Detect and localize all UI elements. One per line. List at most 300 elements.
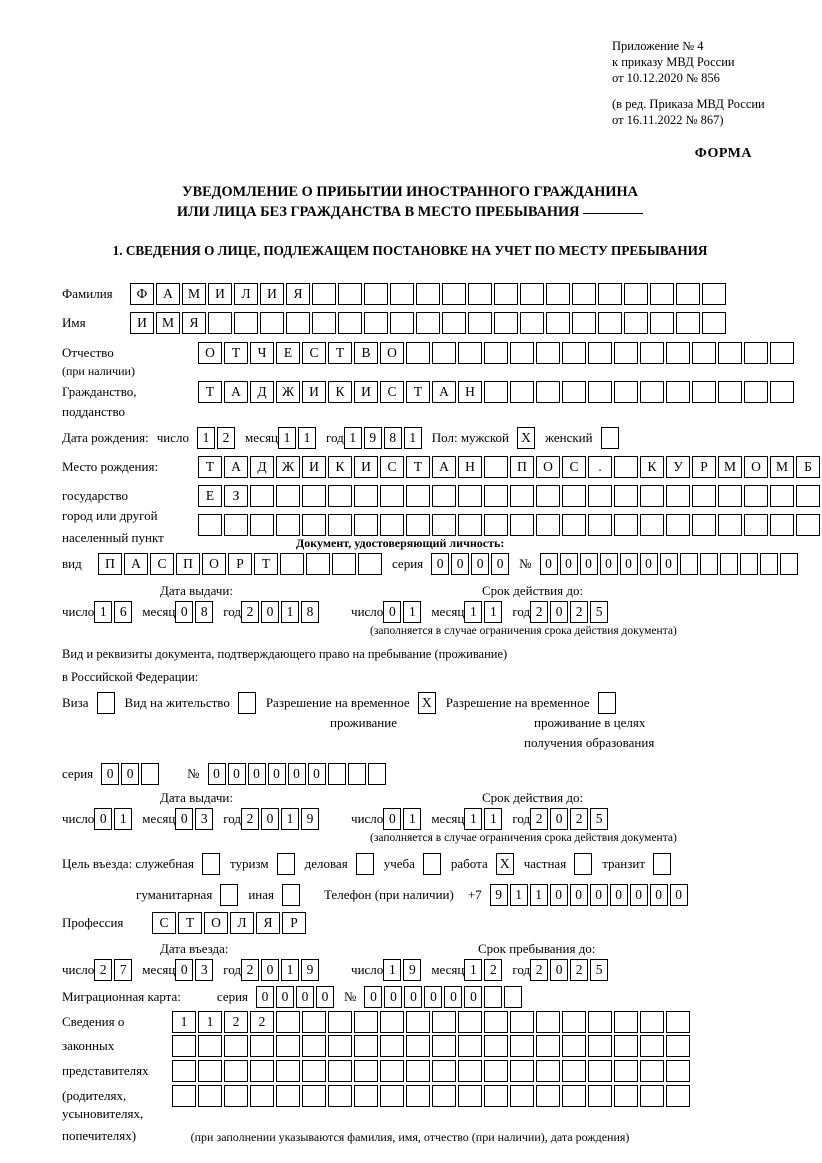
form-cell[interactable] <box>348 763 366 785</box>
input-issue-month[interactable] <box>175 601 215 623</box>
form-cell[interactable] <box>328 763 346 785</box>
form-cell[interactable] <box>598 283 622 305</box>
form-cell[interactable] <box>796 514 820 536</box>
form-cell[interactable] <box>494 312 518 334</box>
form-cell[interactable] <box>614 381 638 403</box>
form-cell[interactable]: 0 <box>444 986 462 1008</box>
form-cell[interactable] <box>562 1035 586 1057</box>
form-cell[interactable]: 3 <box>195 808 213 830</box>
form-cell[interactable] <box>536 1060 560 1082</box>
form-cell[interactable]: 1 <box>403 601 421 623</box>
input-birth-day[interactable] <box>197 427 237 449</box>
form-cell[interactable] <box>666 1035 690 1057</box>
form-cell[interactable]: Ж <box>276 381 300 403</box>
form-cell[interactable]: 1 <box>94 601 112 623</box>
form-cell[interactable]: Т <box>224 342 248 364</box>
form-cell[interactable] <box>510 514 534 536</box>
form-cell[interactable] <box>224 1085 248 1107</box>
form-cell[interactable] <box>572 312 596 334</box>
form-cell[interactable] <box>624 283 648 305</box>
form-cell[interactable]: С <box>152 912 176 934</box>
form-cell[interactable]: 0 <box>276 986 294 1008</box>
form-cell[interactable] <box>666 485 690 507</box>
form-cell[interactable]: Я <box>256 912 280 934</box>
form-cell[interactable] <box>198 1085 222 1107</box>
checkbox-purpose-humanitarian[interactable] <box>220 884 240 906</box>
input-valid-year[interactable] <box>530 601 610 623</box>
form-cell[interactable]: И <box>354 456 378 478</box>
input-stay-year[interactable] <box>530 959 610 981</box>
form-cell[interactable]: 0 <box>288 763 306 785</box>
form-cell[interactable]: 0 <box>261 959 279 981</box>
form-cell[interactable] <box>141 763 159 785</box>
form-cell[interactable] <box>588 1060 612 1082</box>
checkbox-purpose-tourism[interactable] <box>277 853 297 875</box>
input-perm-issue-year[interactable] <box>241 808 321 830</box>
form-cell[interactable]: И <box>354 381 378 403</box>
form-cell[interactable] <box>484 1060 508 1082</box>
form-cell[interactable] <box>328 1035 352 1057</box>
form-cell[interactable] <box>250 1085 274 1107</box>
form-cell[interactable] <box>432 342 456 364</box>
form-cell[interactable]: 0 <box>256 986 274 1008</box>
form-cell[interactable]: Д <box>250 381 274 403</box>
form-cell[interactable] <box>692 342 716 364</box>
input-entry-year[interactable] <box>241 959 321 981</box>
form-cell[interactable] <box>302 1060 326 1082</box>
form-cell[interactable] <box>276 514 300 536</box>
form-cell[interactable]: О <box>202 553 226 575</box>
form-cell[interactable] <box>358 553 382 575</box>
form-cell[interactable]: 0 <box>228 763 246 785</box>
form-cell[interactable] <box>562 1060 586 1082</box>
form-cell[interactable] <box>536 1011 560 1033</box>
form-cell[interactable]: Р <box>282 912 306 934</box>
form-cell[interactable] <box>702 312 726 334</box>
form-cell[interactable] <box>510 381 534 403</box>
form-cell[interactable] <box>640 485 664 507</box>
form-cell[interactable] <box>416 312 440 334</box>
form-cell[interactable] <box>614 1060 638 1082</box>
form-cell[interactable] <box>282 884 300 906</box>
form-cell[interactable]: 0 <box>316 986 334 1008</box>
form-cell[interactable] <box>614 514 638 536</box>
input-birth-month[interactable] <box>278 427 318 449</box>
form-cell[interactable] <box>484 514 508 536</box>
form-cell[interactable]: 0 <box>261 808 279 830</box>
input-valid-day[interactable] <box>383 601 423 623</box>
form-cell[interactable] <box>484 381 508 403</box>
form-cell[interactable]: 0 <box>94 808 112 830</box>
form-cell[interactable]: 1 <box>298 427 316 449</box>
form-cell[interactable] <box>238 692 256 714</box>
form-cell[interactable] <box>666 514 690 536</box>
input-patronymic[interactable] <box>198 342 796 364</box>
form-cell[interactable]: 2 <box>570 808 588 830</box>
form-cell[interactable] <box>364 283 388 305</box>
form-cell[interactable]: 0 <box>540 553 558 575</box>
form-cell[interactable]: 0 <box>308 763 326 785</box>
form-cell[interactable] <box>510 485 534 507</box>
form-cell[interactable] <box>302 1035 326 1057</box>
form-cell[interactable]: 5 <box>590 601 608 623</box>
form-cell[interactable] <box>442 283 466 305</box>
form-cell[interactable] <box>588 381 612 403</box>
input-perm-valid-year[interactable] <box>530 808 610 830</box>
form-cell[interactable] <box>354 1085 378 1107</box>
form-cell[interactable] <box>536 485 560 507</box>
form-cell[interactable]: А <box>432 381 456 403</box>
form-cell[interactable] <box>172 1035 196 1057</box>
form-cell[interactable] <box>796 485 820 507</box>
form-cell[interactable]: К <box>328 456 352 478</box>
form-cell[interactable] <box>302 514 326 536</box>
form-cell[interactable]: А <box>124 553 148 575</box>
input-legal-line-4[interactable] <box>172 1085 692 1107</box>
form-cell[interactable] <box>442 312 466 334</box>
form-cell[interactable]: 1 <box>510 884 528 906</box>
form-cell[interactable]: 2 <box>224 1011 248 1033</box>
form-cell[interactable] <box>624 312 648 334</box>
form-cell[interactable] <box>760 553 778 575</box>
form-cell[interactable] <box>562 485 586 507</box>
form-cell[interactable] <box>614 1085 638 1107</box>
form-cell[interactable] <box>536 1085 560 1107</box>
form-cell[interactable] <box>536 1035 560 1057</box>
form-cell[interactable]: 2 <box>241 601 259 623</box>
checkbox-sex-male[interactable] <box>517 427 537 449</box>
form-cell[interactable]: 1 <box>383 959 401 981</box>
form-cell[interactable] <box>432 1085 456 1107</box>
form-cell[interactable] <box>432 514 456 536</box>
form-cell[interactable] <box>380 1085 404 1107</box>
input-entry-day[interactable] <box>94 959 134 981</box>
form-cell[interactable] <box>458 514 482 536</box>
form-cell[interactable] <box>406 342 430 364</box>
form-cell[interactable]: И <box>260 283 284 305</box>
form-cell[interactable]: М <box>770 456 794 478</box>
form-cell[interactable]: З <box>224 485 248 507</box>
form-cell[interactable]: 0 <box>268 763 286 785</box>
form-cell[interactable]: 1 <box>404 427 422 449</box>
form-cell[interactable]: 0 <box>101 763 119 785</box>
form-cell[interactable] <box>250 485 274 507</box>
form-cell[interactable]: С <box>562 456 586 478</box>
form-cell[interactable]: 7 <box>114 959 132 981</box>
form-cell[interactable]: 0 <box>550 808 568 830</box>
form-cell[interactable]: К <box>328 381 352 403</box>
form-cell[interactable]: 0 <box>208 763 226 785</box>
form-cell[interactable] <box>338 283 362 305</box>
form-cell[interactable] <box>280 553 304 575</box>
form-cell[interactable] <box>423 853 441 875</box>
form-cell[interactable] <box>536 381 560 403</box>
form-cell[interactable] <box>692 381 716 403</box>
form-cell[interactable]: . <box>588 456 612 478</box>
form-cell[interactable] <box>780 553 798 575</box>
form-cell[interactable]: С <box>150 553 174 575</box>
form-cell[interactable] <box>640 1035 664 1057</box>
input-mig-number[interactable] <box>364 986 524 1008</box>
form-cell[interactable] <box>562 514 586 536</box>
form-cell[interactable]: 2 <box>570 959 588 981</box>
form-cell[interactable]: 1 <box>281 808 299 830</box>
form-cell[interactable] <box>432 1011 456 1033</box>
form-cell[interactable] <box>520 312 544 334</box>
form-cell[interactable] <box>718 514 742 536</box>
input-entry-month[interactable] <box>175 959 215 981</box>
form-cell[interactable]: 0 <box>296 986 314 1008</box>
form-cell[interactable] <box>666 381 690 403</box>
form-cell[interactable] <box>198 514 222 536</box>
form-cell[interactable]: 0 <box>383 601 401 623</box>
form-cell[interactable] <box>234 312 258 334</box>
checkbox-purpose-work[interactable] <box>496 853 516 875</box>
form-cell[interactable]: К <box>640 456 664 478</box>
form-cell[interactable]: X <box>418 692 436 714</box>
form-cell[interactable] <box>356 853 374 875</box>
form-cell[interactable] <box>198 1060 222 1082</box>
form-cell[interactable]: 2 <box>530 808 548 830</box>
input-birth-year[interactable] <box>344 427 424 449</box>
form-cell[interactable]: 0 <box>175 808 193 830</box>
form-cell[interactable] <box>744 381 768 403</box>
form-cell[interactable] <box>328 485 352 507</box>
form-cell[interactable]: 0 <box>600 553 618 575</box>
form-cell[interactable]: О <box>744 456 768 478</box>
form-cell[interactable]: Т <box>406 381 430 403</box>
form-cell[interactable] <box>484 1011 508 1033</box>
form-cell[interactable] <box>286 312 310 334</box>
form-cell[interactable]: 2 <box>241 959 259 981</box>
form-cell[interactable] <box>640 1060 664 1082</box>
form-cell[interactable]: 0 <box>640 553 658 575</box>
form-cell[interactable] <box>718 485 742 507</box>
form-cell[interactable] <box>650 312 674 334</box>
form-cell[interactable] <box>306 553 330 575</box>
form-cell[interactable]: 8 <box>195 601 213 623</box>
form-cell[interactable] <box>224 1035 248 1057</box>
form-cell[interactable] <box>700 553 718 575</box>
form-cell[interactable] <box>676 283 700 305</box>
form-cell[interactable] <box>364 312 388 334</box>
form-cell[interactable] <box>666 1085 690 1107</box>
checkbox-sex-female[interactable] <box>601 427 621 449</box>
form-cell[interactable]: 0 <box>630 884 648 906</box>
form-cell[interactable] <box>328 1060 352 1082</box>
form-cell[interactable] <box>332 553 356 575</box>
form-cell[interactable] <box>328 514 352 536</box>
form-cell[interactable] <box>574 853 592 875</box>
form-cell[interactable] <box>614 1035 638 1057</box>
form-cell[interactable] <box>406 485 430 507</box>
form-cell[interactable]: Р <box>692 456 716 478</box>
form-cell[interactable]: 1 <box>278 427 296 449</box>
form-cell[interactable]: 1 <box>464 808 482 830</box>
form-cell[interactable] <box>614 456 638 478</box>
form-cell[interactable] <box>640 1011 664 1033</box>
input-profession[interactable] <box>152 912 308 934</box>
form-cell[interactable] <box>588 514 612 536</box>
form-cell[interactable]: 0 <box>121 763 139 785</box>
form-cell[interactable]: 0 <box>650 884 668 906</box>
form-cell[interactable] <box>97 692 115 714</box>
form-cell[interactable]: 2 <box>250 1011 274 1033</box>
form-cell[interactable]: 0 <box>570 884 588 906</box>
form-cell[interactable] <box>510 342 534 364</box>
form-cell[interactable]: 1 <box>281 959 299 981</box>
form-cell[interactable] <box>484 456 508 478</box>
form-cell[interactable]: Т <box>406 456 430 478</box>
form-cell[interactable] <box>562 342 586 364</box>
form-cell[interactable] <box>276 485 300 507</box>
form-cell[interactable]: 1 <box>198 1011 222 1033</box>
form-cell[interactable] <box>312 312 336 334</box>
form-cell[interactable] <box>224 514 248 536</box>
form-cell[interactable] <box>302 1085 326 1107</box>
form-cell[interactable]: Т <box>198 381 222 403</box>
form-cell[interactable] <box>504 986 522 1008</box>
form-cell[interactable]: 0 <box>550 601 568 623</box>
form-cell[interactable] <box>614 485 638 507</box>
form-cell[interactable]: 0 <box>550 959 568 981</box>
form-cell[interactable]: 9 <box>301 959 319 981</box>
form-cell[interactable]: Н <box>458 456 482 478</box>
form-cell[interactable] <box>432 485 456 507</box>
form-cell[interactable] <box>588 1035 612 1057</box>
input-citizenship[interactable] <box>198 381 796 403</box>
form-cell[interactable]: Б <box>796 456 820 478</box>
form-cell[interactable]: С <box>380 381 404 403</box>
form-cell[interactable] <box>432 1060 456 1082</box>
form-cell[interactable]: 0 <box>364 986 382 1008</box>
form-cell[interactable] <box>277 853 295 875</box>
checkbox-purpose-transit[interactable] <box>653 853 673 875</box>
form-cell[interactable] <box>368 763 386 785</box>
checkbox-temp-residence[interactable] <box>418 692 438 714</box>
form-cell[interactable]: Д <box>250 456 274 478</box>
form-cell[interactable] <box>740 553 758 575</box>
form-cell[interactable]: 0 <box>580 553 598 575</box>
form-cell[interactable] <box>328 1085 352 1107</box>
form-cell[interactable] <box>406 1035 430 1057</box>
form-cell[interactable] <box>380 485 404 507</box>
form-cell[interactable]: 0 <box>491 553 509 575</box>
input-issue-day[interactable] <box>94 601 134 623</box>
form-cell[interactable]: 8 <box>384 427 402 449</box>
form-cell[interactable] <box>598 312 622 334</box>
form-cell[interactable]: 1 <box>464 601 482 623</box>
form-cell[interactable] <box>406 1011 430 1033</box>
form-cell[interactable]: 5 <box>590 959 608 981</box>
form-cell[interactable] <box>312 283 336 305</box>
form-cell[interactable]: 0 <box>560 553 578 575</box>
form-cell[interactable]: 2 <box>530 959 548 981</box>
form-cell[interactable] <box>302 485 326 507</box>
form-cell[interactable] <box>390 312 414 334</box>
form-cell[interactable] <box>354 1011 378 1033</box>
form-cell[interactable] <box>562 1011 586 1033</box>
form-cell[interactable] <box>770 514 794 536</box>
form-cell[interactable] <box>588 1085 612 1107</box>
form-cell[interactable]: П <box>176 553 200 575</box>
form-cell[interactable] <box>406 514 430 536</box>
form-cell[interactable] <box>588 1011 612 1033</box>
form-cell[interactable] <box>276 1035 300 1057</box>
input-phone[interactable] <box>490 884 690 906</box>
form-cell[interactable] <box>510 1085 534 1107</box>
form-cell[interactable] <box>202 853 220 875</box>
form-cell[interactable] <box>458 1035 482 1057</box>
form-cell[interactable]: 1 <box>403 808 421 830</box>
input-perm-valid-month[interactable] <box>464 808 504 830</box>
form-cell[interactable] <box>744 514 768 536</box>
form-cell[interactable]: С <box>380 456 404 478</box>
form-cell[interactable]: Л <box>230 912 254 934</box>
input-name[interactable] <box>130 312 728 334</box>
checkbox-purpose-private[interactable] <box>574 853 594 875</box>
form-cell[interactable] <box>770 381 794 403</box>
form-cell[interactable] <box>614 342 638 364</box>
form-cell[interactable]: 0 <box>404 986 422 1008</box>
form-cell[interactable] <box>354 1060 378 1082</box>
form-cell[interactable] <box>536 514 560 536</box>
form-cell[interactable]: 0 <box>590 884 608 906</box>
form-cell[interactable] <box>720 553 738 575</box>
form-cell[interactable] <box>640 342 664 364</box>
form-cell[interactable]: М <box>182 283 206 305</box>
form-cell[interactable]: 2 <box>94 959 112 981</box>
input-perm-series[interactable] <box>101 763 161 785</box>
form-cell[interactable] <box>640 381 664 403</box>
form-cell[interactable]: Т <box>178 912 202 934</box>
form-cell[interactable] <box>250 514 274 536</box>
input-doc-series[interactable] <box>431 553 511 575</box>
form-cell[interactable] <box>653 853 671 875</box>
input-legal-line-1[interactable] <box>172 1011 692 1033</box>
form-cell[interactable]: О <box>198 342 222 364</box>
form-cell[interactable]: 2 <box>570 601 588 623</box>
form-cell[interactable]: X <box>496 853 514 875</box>
form-cell[interactable] <box>484 342 508 364</box>
form-cell[interactable] <box>510 1035 534 1057</box>
form-cell[interactable] <box>546 283 570 305</box>
form-cell[interactable]: А <box>224 456 248 478</box>
form-cell[interactable] <box>692 485 716 507</box>
form-cell[interactable] <box>276 1060 300 1082</box>
form-cell[interactable] <box>484 986 502 1008</box>
form-cell[interactable]: Е <box>276 342 300 364</box>
input-perm-issue-day[interactable] <box>94 808 134 830</box>
form-cell[interactable]: 0 <box>670 884 688 906</box>
form-cell[interactable]: 0 <box>383 808 401 830</box>
form-cell[interactable] <box>380 1011 404 1033</box>
form-cell[interactable] <box>458 1060 482 1082</box>
form-cell[interactable] <box>458 485 482 507</box>
checkbox-visa[interactable] <box>97 692 117 714</box>
form-cell[interactable] <box>484 1085 508 1107</box>
form-cell[interactable]: 1 <box>197 427 215 449</box>
form-cell[interactable]: О <box>536 456 560 478</box>
form-cell[interactable] <box>328 1011 352 1033</box>
form-cell[interactable]: 9 <box>403 959 421 981</box>
form-cell[interactable] <box>666 1060 690 1082</box>
form-cell[interactable]: 0 <box>451 553 469 575</box>
form-cell[interactable]: Л <box>234 283 258 305</box>
form-cell[interactable]: Р <box>228 553 252 575</box>
form-cell[interactable]: 0 <box>261 601 279 623</box>
form-cell[interactable] <box>666 1011 690 1033</box>
